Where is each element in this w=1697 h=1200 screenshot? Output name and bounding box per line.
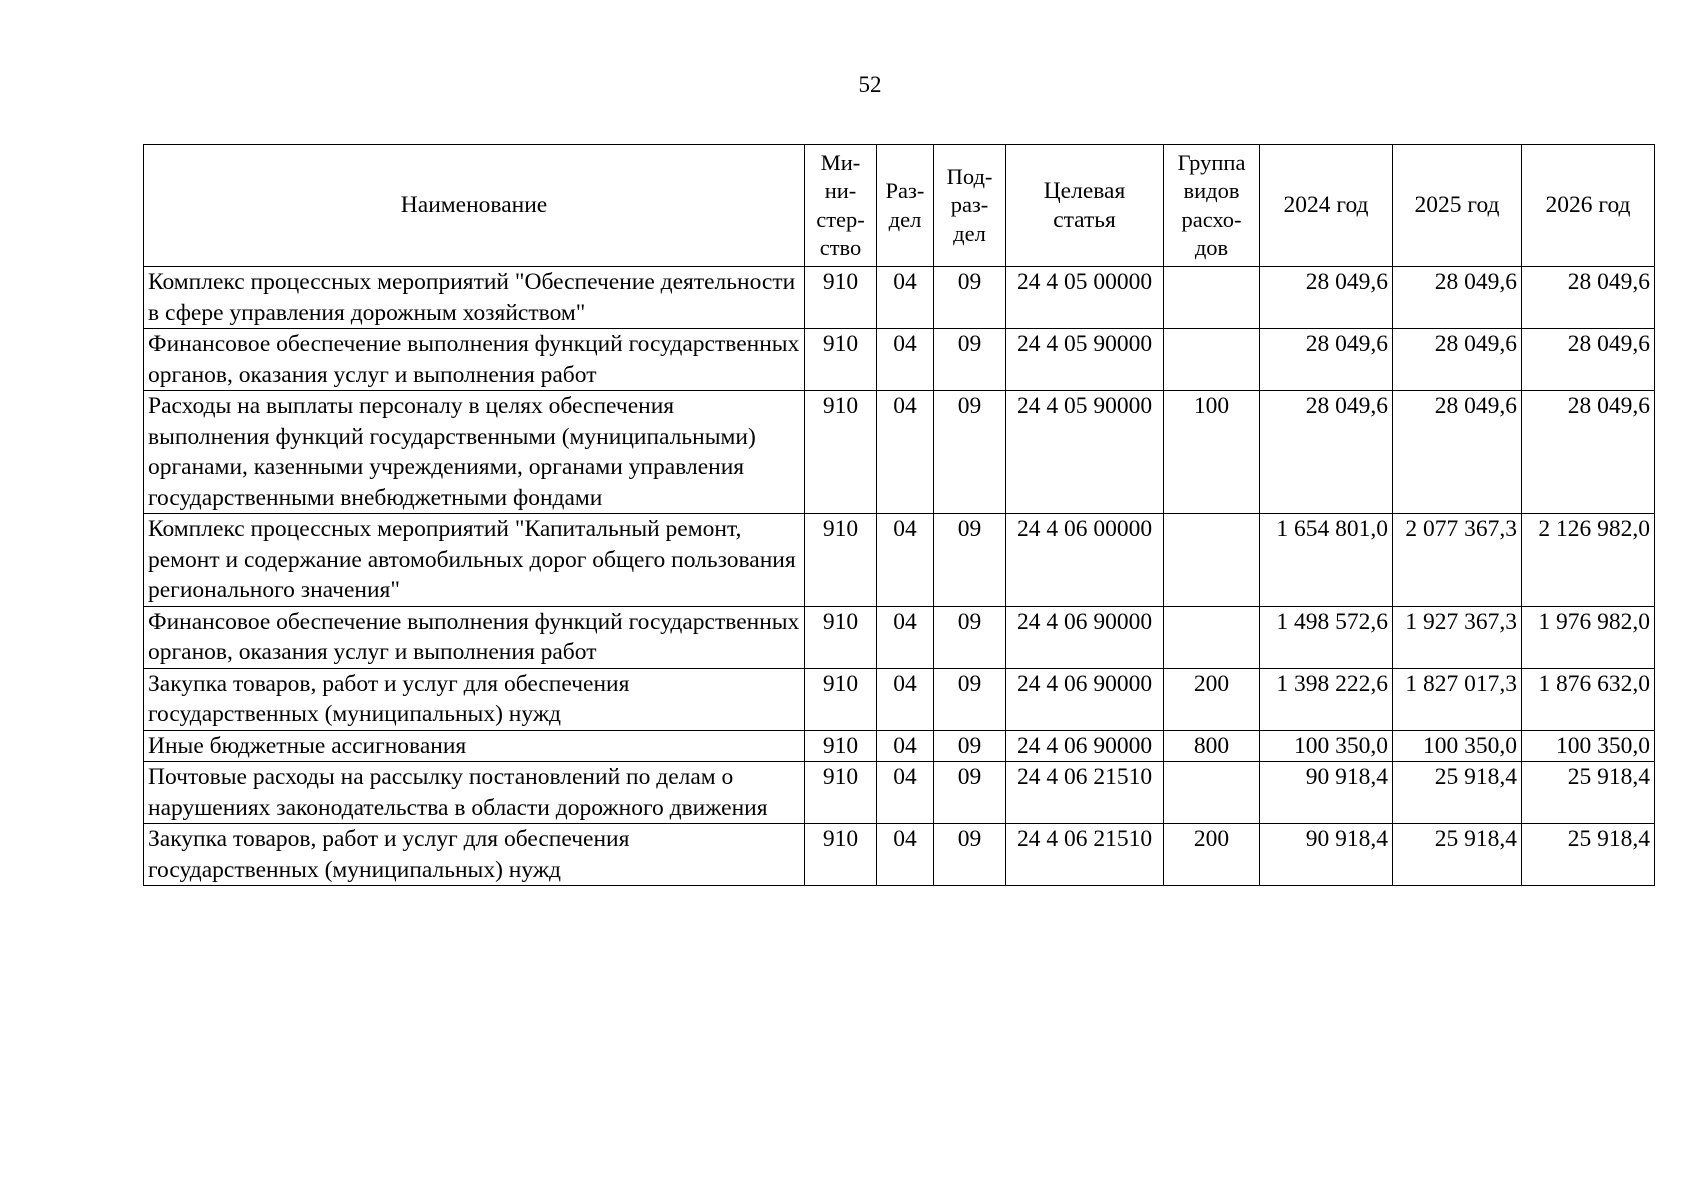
row-name: Комплекс процессных мероприятий "Капитальный ремонт, ремонт и содержание автомобильных дорог общего пользования регионального значения" bbox=[144, 514, 805, 607]
row-subsection: 09 bbox=[934, 329, 1006, 391]
row-ministry: 910 bbox=[805, 606, 877, 668]
row-section: 04 bbox=[877, 824, 934, 886]
row-amount-2024: 28 049,6 bbox=[1260, 329, 1393, 391]
header-2024: 2024 год bbox=[1260, 145, 1393, 267]
header-subsection: Под- раз- дел bbox=[934, 145, 1006, 267]
table-row bbox=[144, 606, 1655, 668]
page-number: 52 bbox=[858, 72, 882, 97]
row-expense-group: 100 bbox=[1164, 391, 1260, 514]
row-ministry: 910 bbox=[805, 668, 877, 730]
row-section: 04 bbox=[877, 606, 934, 668]
row-subsection: 09 bbox=[934, 824, 1006, 886]
row-ministry: 910 bbox=[805, 514, 877, 607]
row-amount-2024: 28 049,6 bbox=[1260, 391, 1393, 514]
row-target-article: 24 4 06 00000 bbox=[1006, 514, 1164, 607]
row-expense-group: 800 bbox=[1164, 730, 1260, 762]
row-ministry: 910 bbox=[805, 267, 877, 329]
header-2025: 2025 год bbox=[1393, 145, 1522, 267]
row-name: Иные бюджетные ассигнования bbox=[144, 730, 805, 762]
row-target-article: 24 4 06 90000 bbox=[1006, 606, 1164, 668]
row-amount-2026: 28 049,6 bbox=[1522, 329, 1655, 391]
row-section: 04 bbox=[877, 267, 934, 329]
row-amount-2025: 1 827 017,3 bbox=[1393, 668, 1522, 730]
row-section: 04 bbox=[877, 514, 934, 607]
row-amount-2025: 28 049,6 bbox=[1393, 391, 1522, 514]
row-amount-2025: 25 918,4 bbox=[1393, 762, 1522, 824]
row-section: 04 bbox=[877, 391, 934, 514]
table-row bbox=[144, 824, 1655, 886]
row-amount-2024: 1 398 222,6 bbox=[1260, 668, 1393, 730]
table-row bbox=[144, 391, 1655, 514]
row-subsection: 09 bbox=[934, 391, 1006, 514]
table-header-row bbox=[144, 145, 1655, 267]
row-target-article: 24 4 05 90000 bbox=[1006, 391, 1164, 514]
row-ministry: 910 bbox=[805, 730, 877, 762]
row-amount-2024: 1 498 572,6 bbox=[1260, 606, 1393, 668]
row-amount-2025: 100 350,0 bbox=[1393, 730, 1522, 762]
row-target-article: 24 4 06 21510 bbox=[1006, 824, 1164, 886]
row-amount-2026: 100 350,0 bbox=[1522, 730, 1655, 762]
row-amount-2026: 1 876 632,0 bbox=[1522, 668, 1655, 730]
row-name: Почтовые расходы на рассылку постановлений по делам о нарушениях законодательства в области дорожного движения bbox=[144, 762, 805, 824]
row-name: Финансовое обеспечение выполнения функций государственных органов, оказания услуг и выполнения работ bbox=[144, 329, 805, 391]
row-amount-2025: 1 927 367,3 bbox=[1393, 606, 1522, 668]
row-name: Комплекс процессных мероприятий "Обеспечение деятельности в сфере управления дорожным хозяйством" bbox=[144, 267, 805, 329]
row-ministry: 910 bbox=[805, 329, 877, 391]
row-amount-2024: 100 350,0 bbox=[1260, 730, 1393, 762]
row-ministry: 910 bbox=[805, 824, 877, 886]
row-amount-2026: 25 918,4 bbox=[1522, 762, 1655, 824]
row-subsection: 09 bbox=[934, 668, 1006, 730]
row-target-article: 24 4 05 00000 bbox=[1006, 267, 1164, 329]
row-target-article: 24 4 06 21510 bbox=[1006, 762, 1164, 824]
row-expense-group bbox=[1164, 606, 1260, 668]
table-row bbox=[144, 514, 1655, 607]
row-section: 04 bbox=[877, 762, 934, 824]
row-subsection: 09 bbox=[934, 267, 1006, 329]
row-target-article: 24 4 05 90000 bbox=[1006, 329, 1164, 391]
row-name: Закупка товаров, работ и услуг для обеспечения государственных (муниципальных) нужд bbox=[144, 668, 805, 730]
row-section: 04 bbox=[877, 329, 934, 391]
budget-table bbox=[143, 144, 1655, 886]
row-name: Закупка товаров, работ и услуг для обеспечения государственных (муниципальных) нужд bbox=[144, 824, 805, 886]
row-name: Расходы на выплаты персоналу в целях обеспечения выполнения функций государственными (муниципальными) органами, казенными учреждениями, органами управления государственными внебюджетными фондами bbox=[144, 391, 805, 514]
table-row bbox=[144, 329, 1655, 391]
table-row bbox=[144, 730, 1655, 762]
row-expense-group bbox=[1164, 762, 1260, 824]
table-row bbox=[144, 668, 1655, 730]
row-name: Финансовое обеспечение выполнения функций государственных органов, оказания услуг и выполнения работ bbox=[144, 606, 805, 668]
row-target-article: 24 4 06 90000 bbox=[1006, 730, 1164, 762]
row-amount-2026: 28 049,6 bbox=[1522, 391, 1655, 514]
row-amount-2026: 1 976 982,0 bbox=[1522, 606, 1655, 668]
row-expense-group bbox=[1164, 267, 1260, 329]
row-expense-group: 200 bbox=[1164, 824, 1260, 886]
header-section: Раз- дел bbox=[877, 145, 934, 267]
row-amount-2026: 28 049,6 bbox=[1522, 267, 1655, 329]
row-expense-group bbox=[1164, 329, 1260, 391]
table-row bbox=[144, 267, 1655, 329]
row-amount-2026: 25 918,4 bbox=[1522, 824, 1655, 886]
header-ministry: Ми- ни- стер- ство bbox=[805, 145, 877, 267]
row-ministry: 910 bbox=[805, 391, 877, 514]
row-subsection: 09 bbox=[934, 606, 1006, 668]
header-name: Наименование bbox=[144, 145, 805, 267]
row-section: 04 bbox=[877, 730, 934, 762]
row-expense-group: 200 bbox=[1164, 668, 1260, 730]
row-amount-2026: 2 126 982,0 bbox=[1522, 514, 1655, 607]
row-expense-group bbox=[1164, 514, 1260, 607]
row-amount-2024: 90 918,4 bbox=[1260, 824, 1393, 886]
row-subsection: 09 bbox=[934, 730, 1006, 762]
row-ministry: 910 bbox=[805, 762, 877, 824]
row-subsection: 09 bbox=[934, 514, 1006, 607]
header-2026: 2026 год bbox=[1522, 145, 1655, 267]
row-amount-2024: 90 918,4 bbox=[1260, 762, 1393, 824]
row-amount-2025: 28 049,6 bbox=[1393, 267, 1522, 329]
row-subsection: 09 bbox=[934, 762, 1006, 824]
row-amount-2025: 25 918,4 bbox=[1393, 824, 1522, 886]
table-row bbox=[144, 762, 1655, 824]
row-amount-2024: 28 049,6 bbox=[1260, 267, 1393, 329]
row-amount-2025: 28 049,6 bbox=[1393, 329, 1522, 391]
row-amount-2024: 1 654 801,0 bbox=[1260, 514, 1393, 607]
header-target-article: Целевая статья bbox=[1006, 145, 1164, 267]
row-amount-2025: 2 077 367,3 bbox=[1393, 514, 1522, 607]
row-section: 04 bbox=[877, 668, 934, 730]
header-expense-group: Группа видов расхо- дов bbox=[1164, 145, 1260, 267]
row-target-article: 24 4 06 90000 bbox=[1006, 668, 1164, 730]
